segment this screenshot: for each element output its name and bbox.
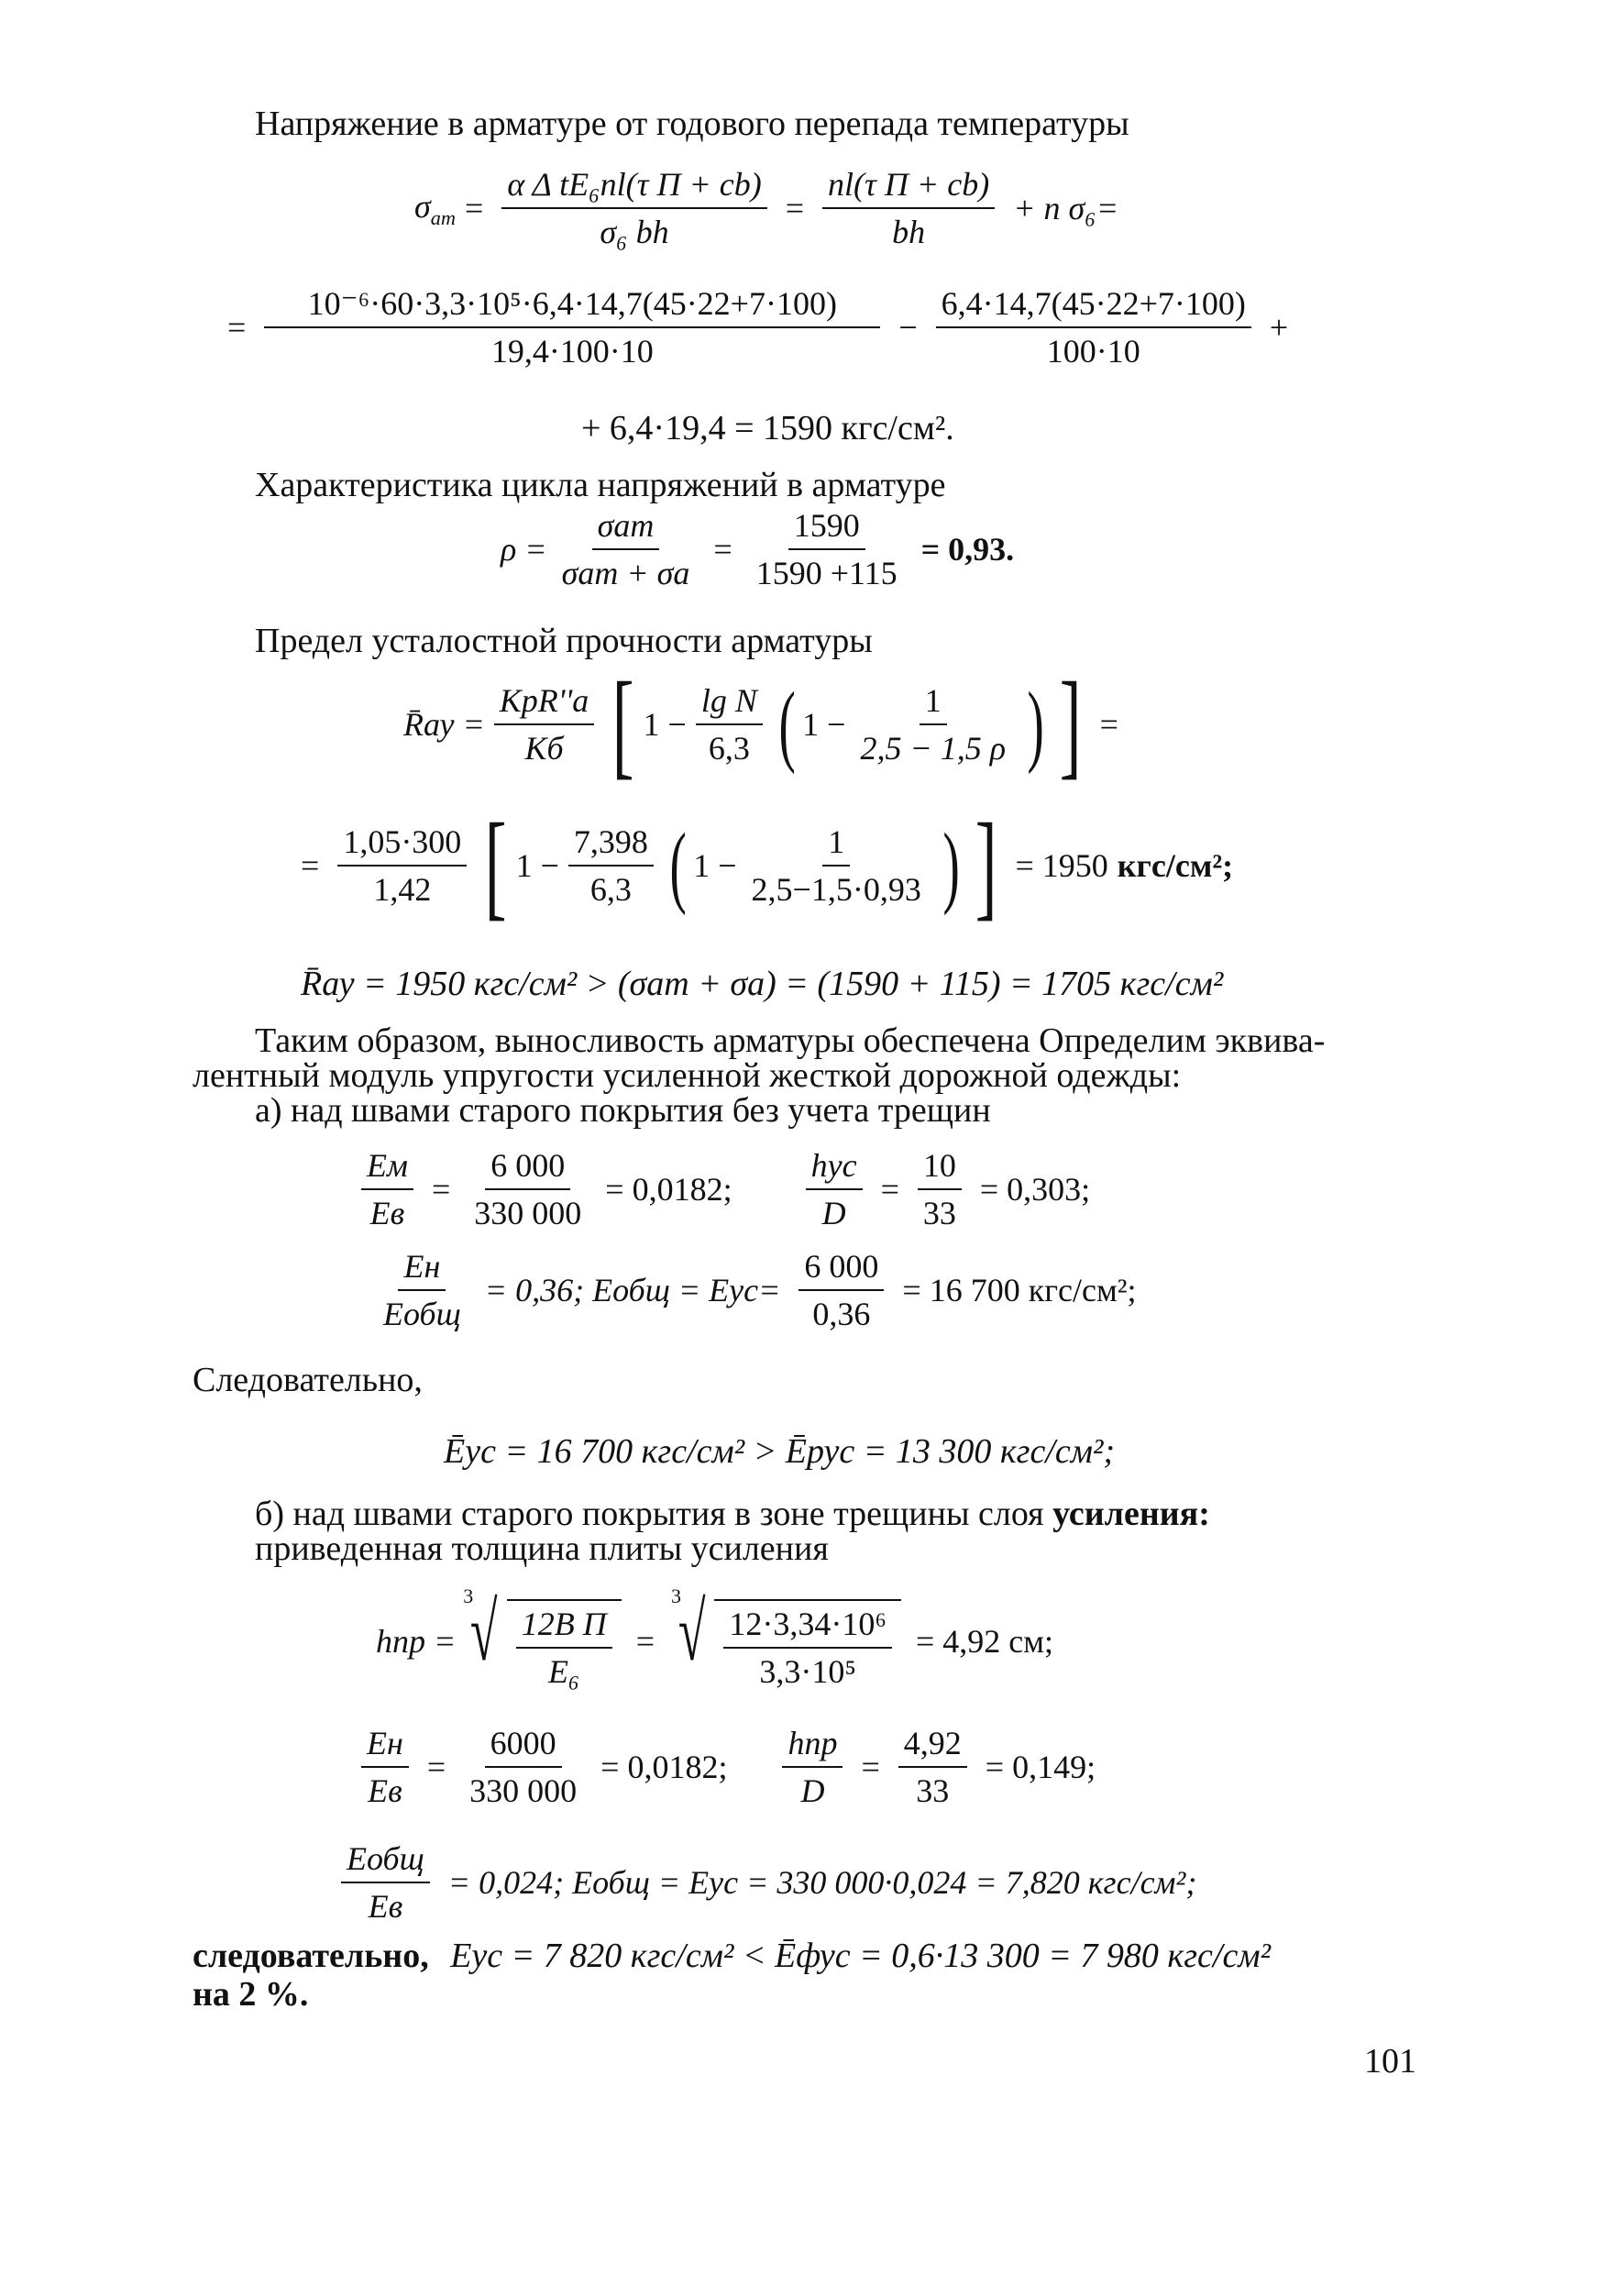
eq8-result-1: = 0,0182; — [605, 1171, 732, 1208]
eq11-f1-denominator: E₆ — [547, 1653, 580, 1690]
eq12-f4-denominator: 33 — [916, 1772, 950, 1809]
eq13-f1-denominator: Eв — [368, 1888, 403, 1925]
eq5-left-paren: ( — [778, 673, 796, 775]
eq12-f4-numerator: 4,92 — [898, 1724, 967, 1768]
eq9-f2-denominator: 0,36 — [812, 1296, 871, 1332]
eq12-fraction-1 — [361, 1724, 409, 1810]
eq12-fraction-4 — [898, 1724, 967, 1810]
eq5-fraction-1 — [494, 681, 594, 767]
eq12-f1-numerator: Eн — [361, 1724, 409, 1768]
eq8-f1-denominator: Eв — [369, 1195, 405, 1231]
eq6-fraction-2 — [568, 822, 654, 909]
eq6-f2-denominator: 6,3 — [589, 871, 632, 908]
eq8-f1-numerator: Eм — [361, 1146, 413, 1190]
eq4-f1-denominator: σат + σа — [561, 555, 690, 591]
eq8-fraction-3 — [806, 1146, 863, 1232]
eq6-f2-numerator: 7,398 — [568, 822, 654, 867]
eq12-result-2: = 0,149; — [985, 1749, 1096, 1785]
eq6-fraction-1 — [337, 822, 467, 909]
eq1-tail: + n σ₆= — [1013, 190, 1119, 226]
eq6-unit: кгс/см²; — [1117, 847, 1234, 884]
final-conclusion-formula: Eус = 7 820 кгс/см² < Ēфус = 0,6·13 300 = 7 980 кгс/см² — [450, 1937, 1271, 1975]
eq9-f1-denominator: Eобщ — [383, 1296, 461, 1332]
eq1-f2-denominator: bh — [892, 214, 926, 250]
heading-consequently: Следовательно, — [193, 1361, 423, 1399]
heading-fatigue-limit: Предел усталостной прочности арматуры — [255, 622, 873, 660]
heading-stress: Напряжение в арматуре от годового перепада температуры — [255, 105, 1129, 143]
eq5-left-bracket: [ — [611, 658, 634, 790]
eq13-rest: = 0,024; Eобщ = Eус = 330 000·0,024 = 7,820 кгс/см²; — [447, 1864, 1197, 1901]
eq2-f1-denominator: 19,4·100·10 — [490, 333, 654, 370]
eq8-fraction-1 — [361, 1146, 413, 1232]
eq6-one-2: 1 − — [693, 847, 737, 884]
eq12-f1-denominator: Eв — [368, 1772, 402, 1809]
eq6-one: 1 − — [515, 847, 559, 884]
eq11-f2-denominator: 3,3·10⁵ — [759, 1653, 856, 1690]
eq9-f2-numerator: 6 000 — [798, 1247, 884, 1291]
eq2-plus: + — [1269, 309, 1289, 346]
formula-fatigue-numeric — [292, 800, 1234, 932]
eq6-f3-numerator: 1 — [822, 822, 850, 867]
eq6-f1-denominator: 1,42 — [373, 871, 432, 908]
eq11-root-index-1: 3 — [463, 1584, 474, 1607]
eq11-root-index-2: 3 — [671, 1584, 682, 1607]
formula-equivalent-modulus-b — [332, 1839, 1206, 1926]
eq5-f2-denominator: 6,3 — [708, 730, 750, 767]
eq4-result: = 0,93. — [920, 531, 1015, 568]
eq5-f3-denominator: 2,5 − 1,5 ρ — [860, 730, 1007, 767]
eq6-fraction-3 — [746, 822, 927, 909]
eq9-middle: = 0,36; Eобщ = Eус= — [484, 1272, 781, 1308]
paragraph-conclusion-line-2: лентный модуль упругости усиленной жесткой дорожной одежды: — [193, 1056, 1182, 1095]
eq1-lhs: $\sigma_{ат}$ — [414, 187, 457, 229]
formula-rho — [501, 506, 1023, 592]
formula-fatigue-comparison: R̄ау = 1950 кгс/см² > (σат + σа) = (1590 + 115) = 1705 кгс/см² — [301, 965, 1224, 1003]
eq5-right-paren: ) — [1027, 673, 1044, 775]
eq4-f2-denominator: 1590 +115 — [755, 555, 898, 591]
eq4-f2-numerator: 1590 — [788, 506, 865, 550]
eq5-lhs: R̄ау = — [403, 706, 485, 743]
eq9-f1-numerator: Eн — [398, 1247, 446, 1291]
eq1-equals-2: = — [785, 190, 805, 226]
formula-equivalent-modulus-a — [369, 1247, 1146, 1333]
eq5-right-bracket: ] — [1060, 658, 1082, 790]
eq9-result: = 16 700 кгс/см²; — [902, 1272, 1137, 1308]
eq2-fraction-2 — [936, 284, 1251, 370]
paragraph-conclusion-line-1: Таким образом, выносливость арматуры обеспечена Определим эквива- — [255, 1021, 1326, 1060]
eq1-f1-numerator: α Δ tE₆nl(τ П + cb) — [501, 165, 766, 209]
eq6-f1-numerator: 1,05·300 — [337, 822, 467, 867]
formula-stress-numeric — [218, 284, 1297, 370]
paragraph-crack-zone-text: б) над швами старого покрытия в зоне трещины слоя — [255, 1495, 1044, 1533]
eq11-equals: = — [635, 1623, 655, 1660]
paragraph-crack-zone-bold: усиления: — [1052, 1495, 1210, 1533]
eq2-equals: = — [227, 309, 247, 346]
eq8-fraction-2 — [468, 1146, 587, 1232]
eq5-one-2: 1 − — [802, 706, 846, 743]
eq8-f4-numerator: 10 — [918, 1146, 962, 1190]
formula-fatigue-limit — [403, 658, 1128, 790]
eq8-f3-denominator: D — [821, 1195, 846, 1231]
eq12-f2-numerator: 6000 — [485, 1724, 562, 1768]
eq6-result: = 1950 — [1015, 847, 1108, 884]
eq12-f3-numerator: hпр — [782, 1724, 843, 1768]
eq2-fraction-1 — [264, 284, 880, 370]
eq2-minus: − — [898, 309, 918, 346]
eq2-f2-numerator: 6,4·14,7(45·22+7·100) — [936, 284, 1251, 328]
eq2-f1-numerator: 10⁻⁶·60·3,3·10⁵·6,4·14,7(45·22+7·100) — [264, 284, 880, 328]
eq4-f1-numerator: σат — [592, 506, 660, 550]
eq13-fraction-1 — [341, 1839, 430, 1926]
eq11-cube-root-2 — [669, 1584, 901, 1691]
eq5-fraction-3 — [854, 681, 1011, 767]
eq11-lhs: hпр = — [376, 1623, 457, 1660]
eq1-fraction-1 — [501, 165, 766, 251]
eq8-f2-denominator: 330 000 — [474, 1195, 582, 1231]
eq12-fraction-2 — [464, 1724, 582, 1810]
eq4-fraction-1 — [556, 506, 696, 592]
eq11-radical-sign-1: √ — [470, 1587, 498, 1678]
formula-reduced-thickness — [376, 1584, 1063, 1691]
eq11-radical-sign-2: √ — [677, 1587, 706, 1678]
eq8-equals-2: = — [880, 1171, 899, 1208]
eq6-left-bracket: [ — [485, 800, 507, 932]
eq1-f1-denominator: σ₆ bh — [600, 214, 669, 250]
eq6-right-paren: ) — [942, 814, 960, 916]
eq4-equals: = — [713, 531, 732, 568]
eq8-f4-denominator: 33 — [922, 1195, 956, 1231]
formula-modulus-ratios-b — [352, 1724, 1105, 1810]
eq1-f2-numerator: nl(τ П + cb) — [822, 165, 995, 209]
eq11-cube-root-1 — [461, 1584, 621, 1691]
eq9-fraction-1 — [378, 1247, 467, 1333]
eq1-fraction-2 — [822, 165, 995, 251]
eq13-f1-numerator: Eобщ — [341, 1839, 430, 1883]
eq5-f1-denominator: Kб — [524, 730, 564, 767]
eq12-f2-denominator: 330 000 — [469, 1772, 578, 1809]
eq6-left-paren: ( — [669, 814, 687, 916]
eq9-fraction-2 — [798, 1247, 884, 1333]
eq8-result-2: = 0,303; — [979, 1171, 1091, 1208]
paragraph-crack-zone-line-2: приведенная толщина плиты усиления — [255, 1529, 829, 1568]
eq8-fraction-4 — [918, 1146, 962, 1232]
eq12-equals: = — [426, 1749, 446, 1785]
eq12-f3-denominator: D — [800, 1772, 825, 1809]
eq11-f1-numerator: 12B П — [516, 1605, 612, 1649]
eq5-f1-numerator: KрR''а — [494, 681, 594, 725]
eq11-radicand-2 — [714, 1599, 901, 1691]
formula-modulus-ratios-a — [352, 1146, 1099, 1232]
eq4-lhs: ρ = — [501, 531, 547, 568]
final-conclusion-line-1 — [193, 1935, 1271, 1977]
eq12-result-1: = 0,0182; — [600, 1749, 728, 1785]
final-conclusion-bold: следовательно, — [193, 1937, 429, 1975]
eq5-f3-numerator: 1 — [920, 681, 947, 725]
eq8-f2-numerator: 6 000 — [485, 1146, 570, 1190]
eq11-result: = 4,92 см; — [915, 1623, 1054, 1660]
eq8-equals: = — [431, 1171, 451, 1208]
eq6-f3-denominator: 2,5−1,5·0,93 — [751, 871, 921, 908]
eq12-fraction-3 — [782, 1724, 843, 1810]
eq4-fraction-2 — [751, 506, 903, 592]
eq11-fraction-1 — [516, 1605, 612, 1691]
eq5-fraction-2 — [696, 681, 763, 767]
eq11-radicand-1 — [507, 1599, 622, 1691]
eq1-equals: = — [465, 190, 484, 226]
eq11-f2-numerator: 12·3,34·10⁶ — [723, 1605, 892, 1649]
eq12-equals-2: = — [861, 1749, 880, 1785]
eq6-equals: = — [301, 847, 320, 884]
eq5-equals: = — [1099, 706, 1118, 743]
heading-cycle-characteristic: Характеристика цикла напряжений в арматуре — [255, 466, 946, 504]
eq5-one: 1 − — [643, 706, 687, 743]
eq8-f3-numerator: hус — [806, 1146, 863, 1190]
final-conclusion-line-2: на 2 %. — [193, 1975, 309, 2014]
eq6-right-bracket: ] — [975, 800, 997, 932]
formula-modulus-comparison: Ēус = 16 700 кгс/см² > Ēрус = 13 300 кгс/см²; — [444, 1432, 1116, 1471]
paragraph-conclusion-line-3: а) над швами старого покрытия без учета трещин — [255, 1091, 991, 1130]
formula-stress-result: + 6,4·19,4 = 1590 кгс/см². — [581, 409, 954, 447]
formula-stress-sigma — [414, 165, 1128, 251]
eq2-f2-denominator: 100·10 — [1046, 333, 1140, 370]
page-number: 101 — [1364, 2042, 1416, 2081]
eq11-fraction-2 — [723, 1605, 892, 1691]
eq5-f2-numerator: lg N — [696, 681, 763, 725]
